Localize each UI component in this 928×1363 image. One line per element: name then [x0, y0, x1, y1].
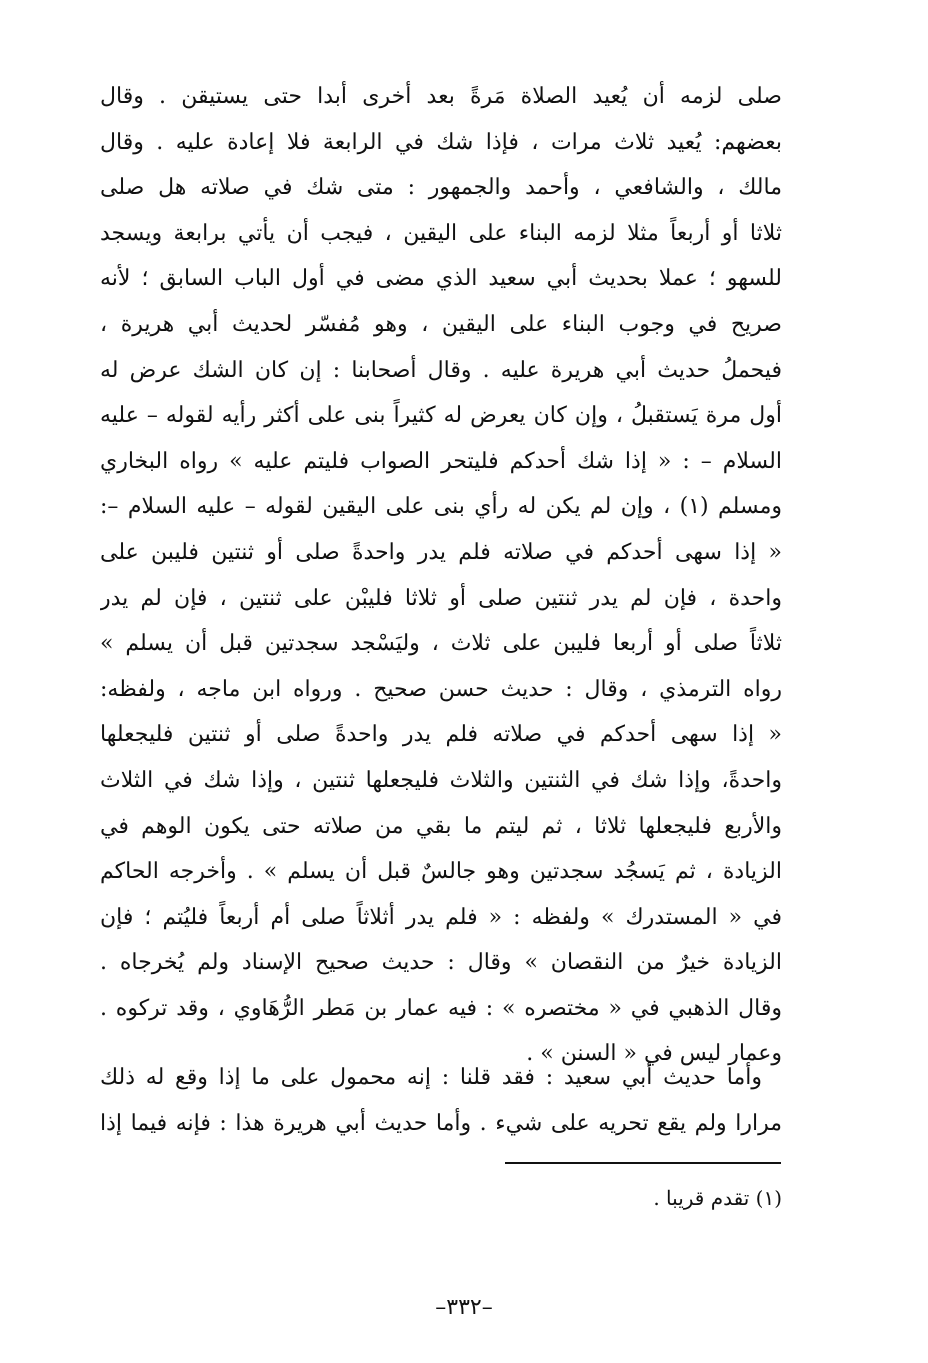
text-line: صلى لزمه أن يُعيد الصلاة مَرةً بعد أخرى أبدا حتى يستيقن . وقال — [100, 84, 782, 109]
text-line: « إذا سهى أحدكم في صلاته فلم يدر واحدةً صلى أو ثنتين فليجعلها — [100, 722, 782, 748]
text-line: ومسلم (١) ، وإن لم يكن له رأي بنى على اليقين لقوله – عليه السلام –: — [100, 494, 782, 520]
footnote-divider — [505, 1162, 781, 1164]
text-line: في « المستدرك » ولفظه : « فلم يدر أثلاثاً صلى أم أربعاً فليُتم ؛ فإن — [100, 904, 782, 930]
text-line: رواه الترمذي ، وقال : حديث حسن صحيح . ورواه ابن ماجه ، ولفظه: — [100, 676, 782, 702]
text-line: ثلاثاً صلى أو أربعا فليبن على ثلاث ، وليَسْجد سجدتين قبل أن يسلم » — [100, 631, 782, 657]
text-line: وعمار ليس في « السنن » . — [526, 1041, 782, 1067]
text-line: الزيادة ، ثم يَسجُد سجدتين وهو جالسٌ قبل أن يسلم » . وأخرجه الحاكم — [100, 859, 782, 885]
text-line: واحدةً، وإذا شك في الثنتين والثلاث فليجعلها ثنتين ، وإذا شك في الثلاث — [100, 767, 782, 793]
text-line: ثلاثا أو أربعاً مثلا لزمه البناء على اليقين ، فيجب أن يأتي برابعة ويسجد — [100, 220, 782, 246]
text-line: مالك ، والشافعي ، وأحمد والجمهور : متى شك في صلاته هل صلى — [100, 175, 782, 201]
text-line: مرارا ولم يقع تحريه على شيء . وأما حديث أبي هريرة هذا : فإنه فيما إذا — [100, 1110, 782, 1136]
text-line: للسهو ؛ عملا بحديث أبي سعيد الذي مضى في أول الباب السابق ؛ لأنه — [100, 266, 782, 292]
text-line: الزيادة خيرٌ من النقصان » وقال : حديث صحيح الإسناد ولم يُخرجاه . — [100, 950, 782, 976]
second-paragraph — [100, 1055, 782, 1146]
text-line: وأما حديث أبي سعيد : فقد قلنا : إنه محمول على ما إذا وقع له ذلك — [100, 1065, 762, 1090]
text-line: « إذا سهى أحدكم في صلاته فلم يدر واحدةً صلى أو ثنتين فليبن على — [100, 539, 782, 565]
footnote: (١) تقدم قريبا . — [653, 1186, 782, 1210]
text-line: وقال الذهبي في « مختصره » : فيه عمار بن مَطر الرُّهَاوي ، وقد تركوه . — [100, 995, 782, 1021]
text-line: صريح في وجوب البناء على اليقين ، وهو مُفسّر لحديث أبي هريرة ، — [100, 311, 782, 337]
text-line: والأربع فليجعلها ثلاثا ، ثم ليتم ما بقي من صلاته حتى يكون الوهم في — [100, 813, 782, 839]
text-line: السلام – : « إذا شك أحدكم فليتحر الصواب فليتم عليه » رواه البخاري — [100, 448, 782, 474]
text-line: واحدة ، فإن لم يدر ثنتين صلى أو ثلاثا فليبْن على ثنتين ، فإن لم يدر — [100, 585, 782, 611]
page-number: –٣٣٢– — [435, 1295, 493, 1320]
text-line: أول مرة يَستقبلُ ، وإن كان يعرض له كثيراً بنى على أكثر رأيه لقوله – عليه — [100, 403, 782, 429]
text-line: فيحملُ حديث أبي هريرة عليه . وقال أصحابنا : إن كان الشك عرض له — [100, 357, 782, 383]
main-paragraph — [100, 74, 782, 1077]
text-line: بعضهم: يُعيد ثلاث مرات ، فإذا شك في الرابعة فلا إعادة عليه . وقال — [100, 129, 782, 155]
